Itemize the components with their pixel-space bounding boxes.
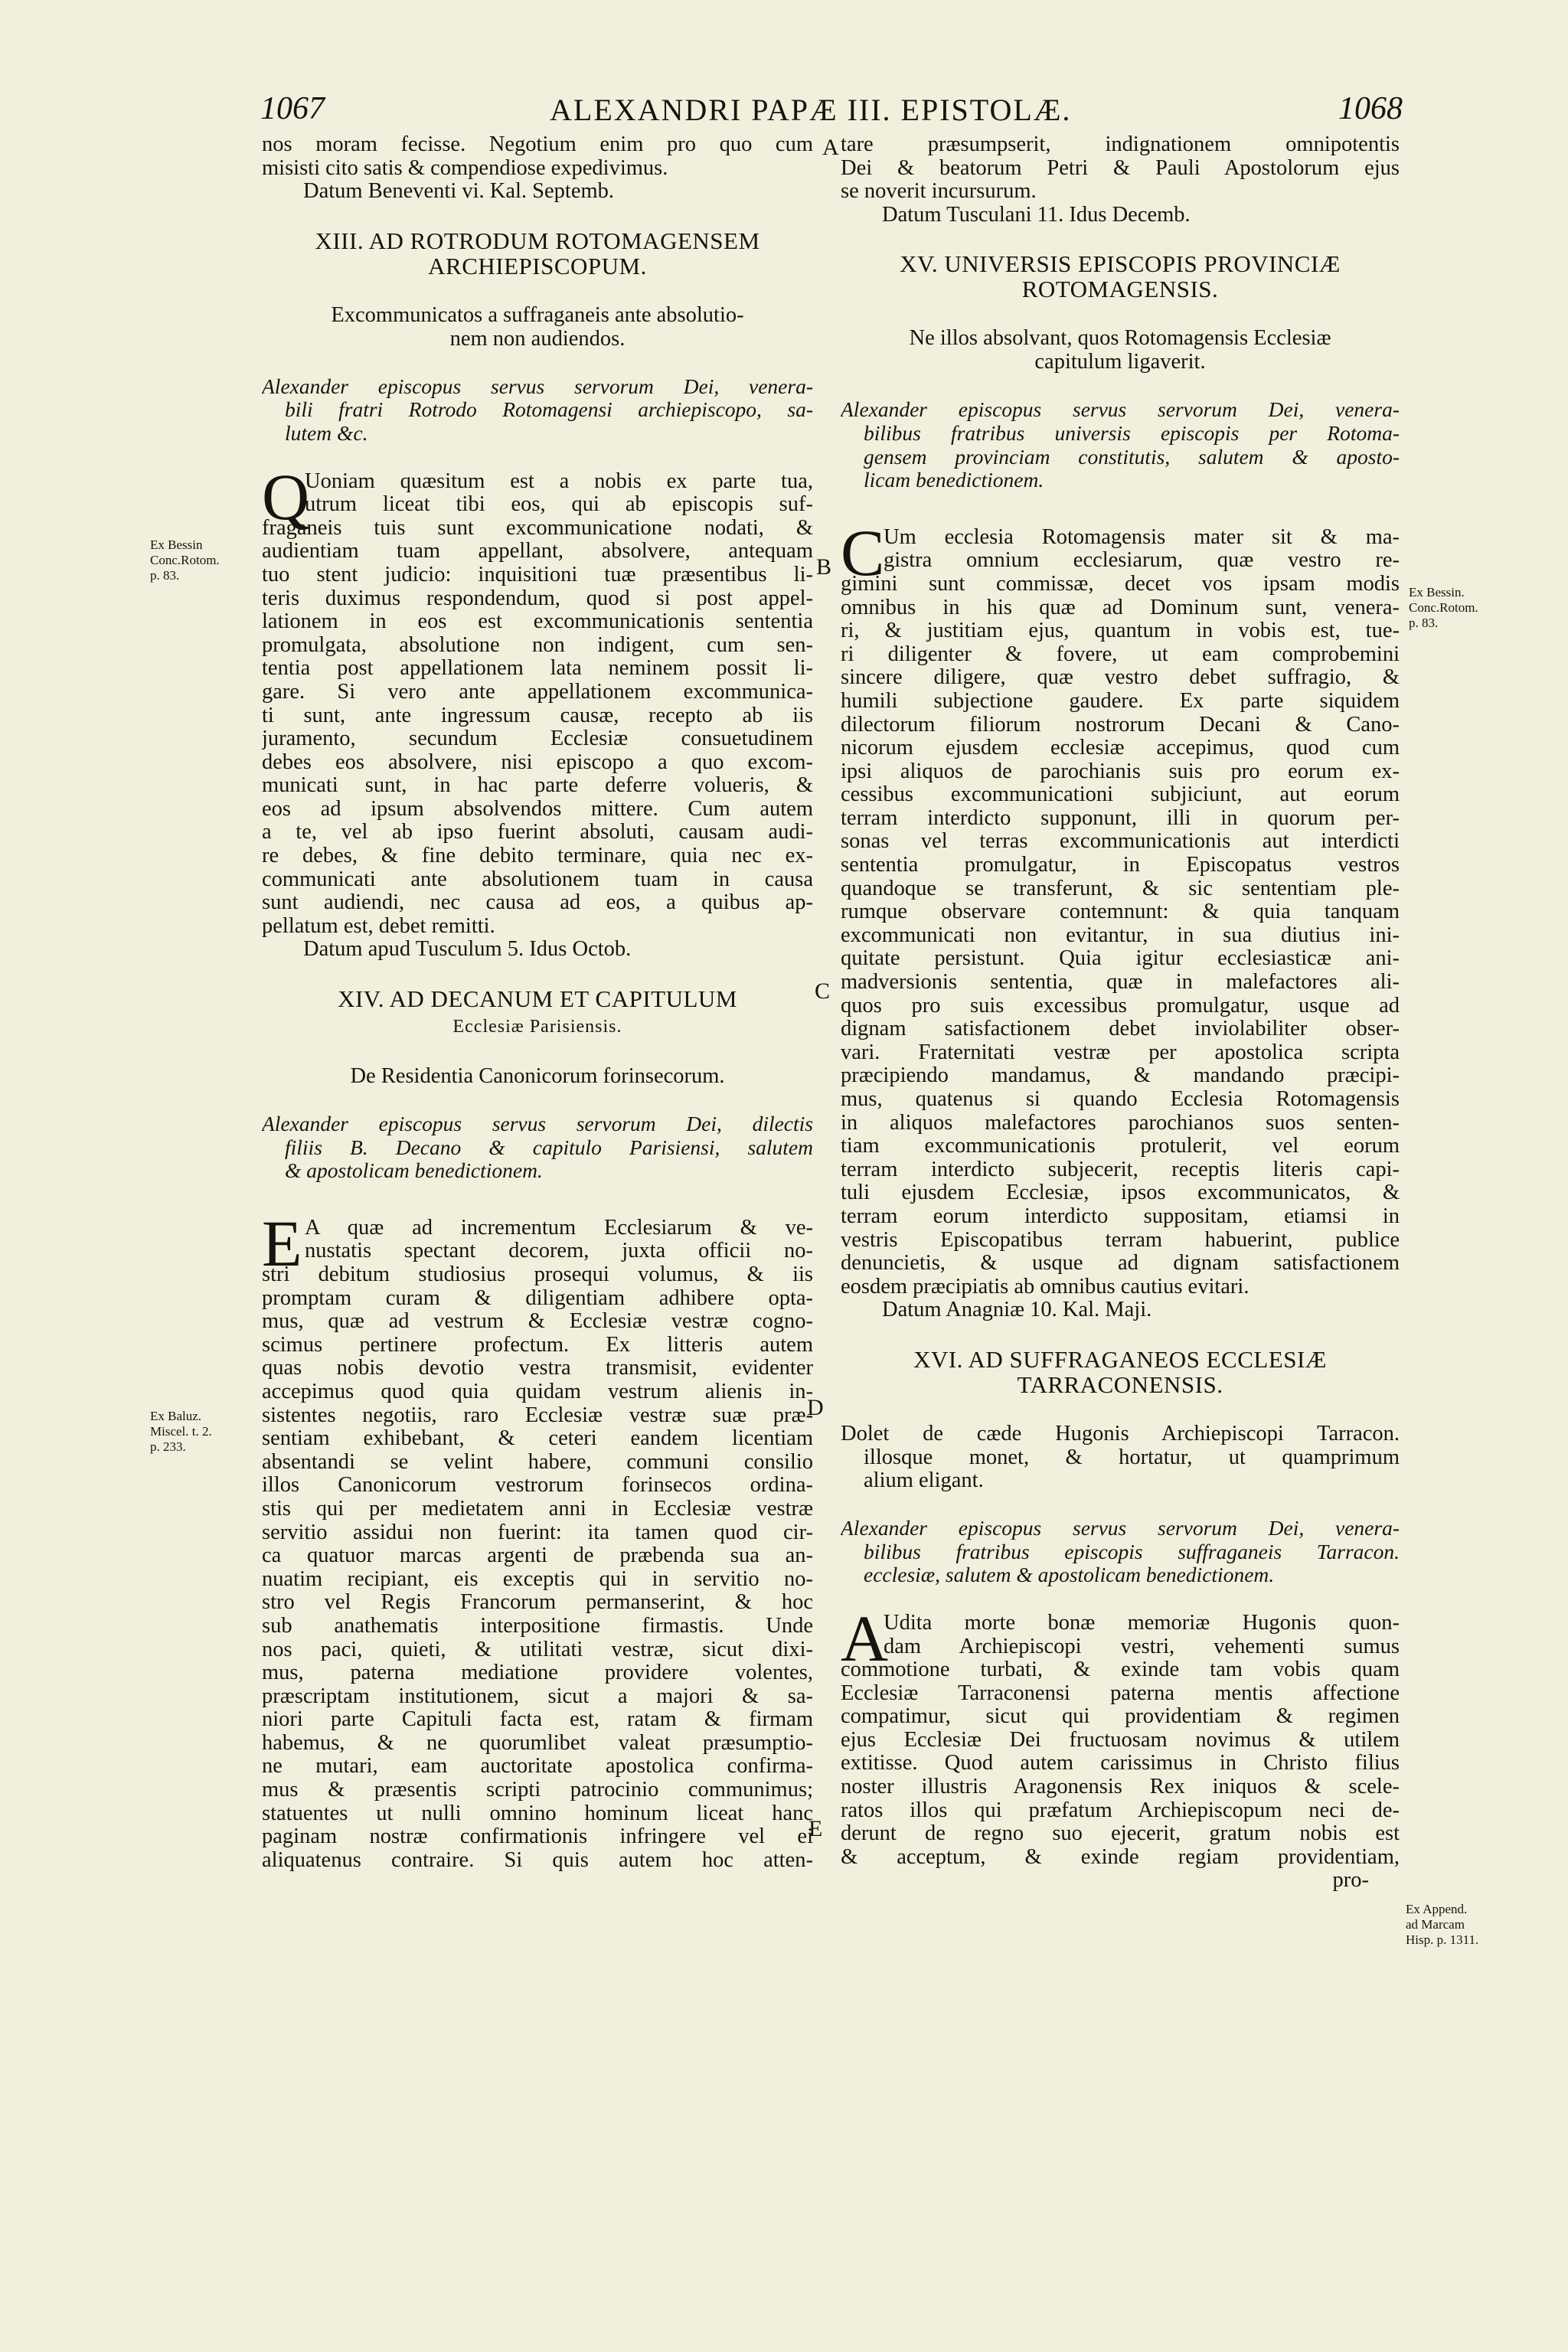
text-line: tare præsumpserit, indignationem omnipotentis [841, 133, 1400, 156]
text-line: teris duximus respondendum, quod si post appel- [262, 586, 813, 610]
text-line: nicorum ejusdem ecclesiæ accepimus, quod cum [841, 737, 1400, 760]
drop-cap: A [841, 1601, 889, 1675]
text-line: servitio assidui non fuerint: ita tamen quod cir- [262, 1521, 813, 1544]
text-line: municati sunt, in hac parte deferre volueris, & [262, 774, 813, 798]
text-line: pellatum est, debet remitti. [262, 914, 495, 938]
running-title: ALEXANDRI PAPÆ III. EPISTOLÆ. [550, 93, 1072, 127]
section-letter-d: D [807, 1395, 824, 1420]
salutation-line: bilibus fratribus universis episcopis per Rotoma- [864, 421, 1400, 445]
margin-note-xvi: Ex Append. ad Marcam Hisp. p. 1311. [1406, 1902, 1479, 1947]
text-line: Udita morte bonæ memoriæ Hugonis quon- [884, 1611, 1400, 1635]
letter-title: XV. UNIVERSIS EPISCOPIS PROVINCIÆ [900, 250, 1341, 278]
salutation-line: lutem &c. [285, 420, 368, 445]
left-column [262, 133, 813, 1872]
text-line: sentiam exhibebant, & ceteri eandem licentiam [262, 1427, 813, 1451]
text-line: se noverit incursurum. [841, 180, 1037, 204]
section-letter-e: E [808, 1816, 823, 1841]
salutation-line: filiis B. Decano & capitulo Parisiensi, salutem [285, 1135, 813, 1159]
margin-note-xiii: Ex Bessin Conc.Rotom. p. 83. [150, 537, 220, 583]
text-line: humili subjectione gaudere. Ex parte siquidem [841, 689, 1400, 713]
salutation-line: gensem provinciam constitutis, salutem & aposto- [864, 445, 1400, 469]
text-line: Ecclesiæ Tarraconensi paterna mentis affectione [841, 1681, 1400, 1705]
text-line: eosdem præcipiatis ab omnibus cautius evitari. [841, 1275, 1250, 1298]
margin-note-xiv: Ex Baluz. Miscel. t. 2. p. 233. [150, 1409, 212, 1454]
text-line: derunt de regno suo ejecerit, gratum nobis est [841, 1822, 1400, 1846]
text-line: gimini sunt commissæ, decet vos ipsam modis [841, 572, 1400, 596]
section-letter-c: C [815, 978, 831, 1004]
text-line: tiam excommunicationis protulerit, vel eorum [841, 1135, 1400, 1158]
section-letter-a: A [822, 135, 839, 160]
page-number-left: 1067 [260, 91, 325, 126]
text-line: debes eos absolvere, nisi episcopo a quo excom- [262, 750, 813, 774]
text-line: misisti cito satis & compendiose expedivimus. [262, 156, 668, 180]
text-line: eos ad ipsum absolvendos mittere. Cum autem [262, 797, 813, 821]
text-line: ca quatuor marcas argenti de præbenda sua an- [262, 1544, 813, 1568]
text-line: terram eorum interdicto suppositam, etiamsi in [841, 1204, 1400, 1228]
letter-summary: capitulum ligaverit. [1034, 350, 1206, 374]
text-line: denuncietis, & usque ad dignam satisfactionem [841, 1252, 1400, 1276]
drop-cap: Q [262, 459, 310, 534]
text-line: in aliquos malefactores parochianos suos senten- [841, 1111, 1400, 1135]
text-line: mus, quæ ad vestrum & Ecclesiæ vestræ cogno- [262, 1310, 813, 1334]
text-line: ri diligenter & fovere, ut eam comprobemini [841, 642, 1400, 666]
text-line: tuli ejusdem Ecclesiæ, ipsos excommunicatos, & [841, 1181, 1400, 1205]
letter-summary: Dolet de cæde Hugonis Archiepiscopi Tarracon. [841, 1421, 1400, 1446]
text-line: sistentes negotiis, raro Ecclesiæ vestræ suæ præ- [262, 1403, 813, 1427]
text-line: aliquatenus contraire. Si quis autem hoc atten- [262, 1848, 813, 1872]
text-line: fraganeis tuis sunt excommunicatione nodati, & [262, 516, 813, 540]
letter-subtitle: Ecclesiæ Parisiensis. [452, 1017, 622, 1037]
letter-title: ARCHIEPISCOPUM. [428, 252, 647, 279]
text-line: tentia post appellationem lata neminem possit li- [262, 657, 813, 681]
text-line: mus & præsentis scripti patrocinio communimus; [262, 1779, 813, 1802]
text-line: nos paci, quieti, & utilitati vestræ, sicut dixi- [262, 1638, 813, 1661]
salutation-line: & apostolicam benedictionem. [285, 1158, 543, 1183]
text-line: extitisse. Quod autem carissimus in Christo filius [841, 1752, 1400, 1775]
text-line: sonas vel terras excommunicationis aut interdicti [841, 830, 1400, 854]
text-line: vestris Episcopatibus terram habuerint, publice [841, 1228, 1400, 1252]
text-line: noster illustris Aragonensis Rex iniquos & scele- [841, 1775, 1400, 1799]
letter-summary: nem non audiendos. [449, 326, 626, 351]
text-line: compatimur, sicut qui providentiam & regimen [841, 1705, 1400, 1729]
text-line: A quæ ad incrementum Ecclesiarum & ve- [305, 1216, 813, 1240]
letter-summary: De Residentia Canonicorum forinsecorum. [350, 1064, 725, 1089]
text-line: ri, & justitiam ejus, quantum in vobis est, tue- [841, 619, 1400, 643]
text-line: omnibus in his quæ ad Dominum sunt, venera- [841, 596, 1400, 619]
text-line: terram interdicto supponunt, illi in quorum per- [841, 806, 1400, 830]
text-line: dam Archiepiscopi vestri, vehementi sumus [884, 1635, 1400, 1658]
text-line: quandoque se transferunt, & sic sententiam ple- [841, 877, 1400, 900]
letter-body-xvi [841, 1601, 1400, 1870]
text-line: quos pro suis excessibus promulgatur, usque ad [841, 994, 1400, 1018]
text-line: rumque observare contemnunt: & quia tanquam [841, 900, 1400, 924]
text-line: ne mutari, eam auctoritate apostolica confirma- [262, 1755, 813, 1779]
salutation-line: bili fratri Rotrodo Rotomagensi archiepiscopo, sa- [285, 398, 813, 422]
text-line: scimus pertinere profectum. Ex litteris autem [262, 1333, 813, 1357]
section-letter-b: B [816, 554, 832, 580]
salutation-line: ecclesiæ, salutem & apostolicam benedictionem. [864, 1563, 1275, 1587]
letter-body-xiii [262, 459, 813, 939]
text-line: ratos illos qui præfatum Archiepiscopum neci de- [841, 1798, 1400, 1822]
text-line: communicati ante absolutionem tuam in causa [262, 867, 813, 891]
letter-body-xiv [262, 1206, 813, 1873]
text-line: cessibus excommunicationi subjiciunt, aut eorum [841, 783, 1400, 807]
drop-cap: C [841, 515, 885, 590]
text-line: mus, quatenus si quando Ecclesia Rotomagensis [841, 1088, 1400, 1111]
text-line: vari. Fraternitati vestræ per apostolica scripta [841, 1040, 1400, 1064]
text-line: absentandi se velint habere, communi consilio [262, 1450, 813, 1474]
letter-date: Datum apud Tusculum 5. Idus Octob. [303, 937, 632, 962]
text-line: utrum liceat tibi eos, qui ab episcopis suf- [305, 493, 813, 517]
text-line: madversionis sententia, quæ in malefactores ali- [841, 971, 1400, 995]
letter-title: XVI. AD SUFFRAGANEOS ECCLESIÆ [913, 1345, 1327, 1373]
text-line: habemus, & ne quorumlibet valeat præsumptio- [262, 1731, 813, 1755]
text-line: nustatis spectant decorem, juxta officii no- [305, 1240, 813, 1263]
salutation-line: licam benedictionem. [864, 468, 1044, 492]
drop-cap: E [262, 1206, 302, 1280]
text-line: re debes, & fine debito terminare, quia nec ex- [262, 844, 813, 868]
text-line: dilectorum filiorum nostrorum Decani & Cano- [841, 713, 1400, 737]
text-line: Dei & beatorum Petri & Pauli Apostolorum ejus [841, 156, 1400, 180]
text-line: dignam satisfactionem debet inviolabiliter obser- [841, 1018, 1400, 1041]
text-line: & acceptum, & exinde regiam providentiam, [841, 1845, 1400, 1869]
text-line: niori parte Capituli facta est, ratam & firmam [262, 1708, 813, 1732]
text-line: sub anathematis interpositione firmastis. Unde [262, 1614, 813, 1638]
letter-title: XIV. AD DECANUM ET CAPITULUM [338, 985, 737, 1013]
text-line: stro vel Regis Francorum permanserint, & hoc [262, 1591, 813, 1615]
text-line: paginam nostræ confirmationis infringere vel ei [262, 1825, 813, 1849]
salutation-line: Alexander episcopus servus servorum Dei, venera- [262, 374, 813, 398]
letter-title: TARRACONENSIS. [1017, 1370, 1223, 1398]
letter-summary: alium eligant. [864, 1468, 984, 1493]
text-line: terram interdicto subjecerit, receptis literis capi- [841, 1158, 1400, 1181]
letter-body-xv [841, 515, 1400, 1299]
text-line: nos moram fecisse. Negotium enim pro quo cum [262, 133, 813, 156]
catchword: pro- [1332, 1868, 1369, 1893]
letter-summary: Excommunicatos a suffraganeis ante absolutio- [331, 302, 744, 327]
text-line: nuatim recipiant, eis exceptis qui in servitio no- [262, 1567, 813, 1591]
text-line: mus, paterna mediatione providere volentes, [262, 1661, 813, 1685]
text-line: ti sunt, ante ingressum causæ, recepto ab iis [262, 704, 813, 727]
text-line: Um ecclesia Rotomagensis mater sit & ma- [884, 525, 1400, 549]
letter-summary: illosque monet, & hortatur, ut quamprimum [864, 1445, 1400, 1469]
text-line: audientiam tuam appellant, absolvere, antequam [262, 540, 813, 564]
letter-date: Datum Anagniæ 10. Kal. Maji. [882, 1298, 1152, 1322]
text-line: promptam curam & diligentiam adhibere opta- [262, 1286, 813, 1310]
text-line: ipsi aliquos de parochianis suis pro eorum ex- [841, 760, 1400, 783]
text-line: a te, vel ab ipso fuerint absoluti, causam audi- [262, 821, 813, 844]
letter-summary: Ne illos absolvant, quos Rotomagensis Ecclesiæ [909, 326, 1331, 351]
letter-title: XIII. AD ROTRODUM ROTOMAGENSEM [315, 227, 760, 254]
text-line: commotione turbati, & exinde tam vobis quam [841, 1658, 1400, 1682]
salutation-line: Alexander episcopus servus servorum Dei, venera- [841, 398, 1400, 422]
page-number-right: 1068 [1338, 91, 1403, 126]
text-line: præcipiendo mandamus, & mandando præcipi- [841, 1064, 1400, 1088]
salutation-line: Alexander episcopus servus servorum Dei, dilectis [262, 1112, 813, 1136]
text-line: illos Canonicorum vestrorum forinsecos ordina- [262, 1474, 813, 1498]
text-line: quas nobis devotio vestra transmisit, evidenter [262, 1357, 813, 1380]
text-line: præscriptam institutionem, sicut a majori & sa- [262, 1684, 813, 1708]
text-line: promulgata, absolutione non indigent, cum sen- [262, 633, 813, 657]
salutation-line: Alexander episcopus servus servorum Dei, venera- [841, 1517, 1400, 1540]
text-line: gistra omnium ecclesiarum, quæ vestro re- [884, 549, 1400, 573]
letter-title: ROTOMAGENSIS. [1021, 276, 1219, 303]
letter-date: Datum Beneventi vi. Kal. Septemb. [303, 179, 615, 204]
text-line: sincere diligere, quæ vestro debet suffragio, & [841, 666, 1400, 690]
text-line: quitate persistunt. Quia igitur ecclesiasticæ ani- [841, 947, 1400, 971]
text-line: stis qui per medietatem anni in Ecclesiæ vestræ [262, 1497, 813, 1521]
text-line: Uoniam quæsitum est a nobis ex parte tua, [305, 469, 813, 493]
text-line: accepimus quod quia quidam vestrum alienis in- [262, 1380, 813, 1403]
text-line: stri debitum studiosius prosequi volumus, & iis [262, 1263, 813, 1286]
text-line: gare. Si vero ante appellationem excommunica- [262, 680, 813, 704]
text-line: sunt audiendi, nec causa ad eos, a quibus ap- [262, 891, 813, 915]
text-line: sententia promulgatur, in Episcopatus vestros [841, 854, 1400, 877]
text-line: excommunicati non evitantur, in sua diutius ini- [841, 923, 1400, 947]
text-line: juramento, secundum Ecclesiæ consuetudinem [262, 727, 813, 751]
letter-date: Datum Tusculani 11. Idus Decemb. [882, 202, 1191, 227]
text-line: lationem in eos est excommunicationis sententia [262, 610, 813, 634]
right-column [841, 133, 1400, 1893]
salutation-line: bilibus fratribus episcopis suffraganeis Tarracon. [864, 1540, 1400, 1563]
text-line: tuo stent judicio: inquisitioni tuæ præsentibus li- [262, 563, 813, 586]
text-line: ejus Ecclesiæ Dei fructuosam novimus & utilem [841, 1728, 1400, 1752]
margin-note-xv: Ex Bessin. Conc.Rotom. p. 83. [1409, 585, 1478, 630]
text-line: statuentes ut nulli omnino hominum liceat hanc [262, 1802, 813, 1825]
running-header [0, 90, 1568, 133]
